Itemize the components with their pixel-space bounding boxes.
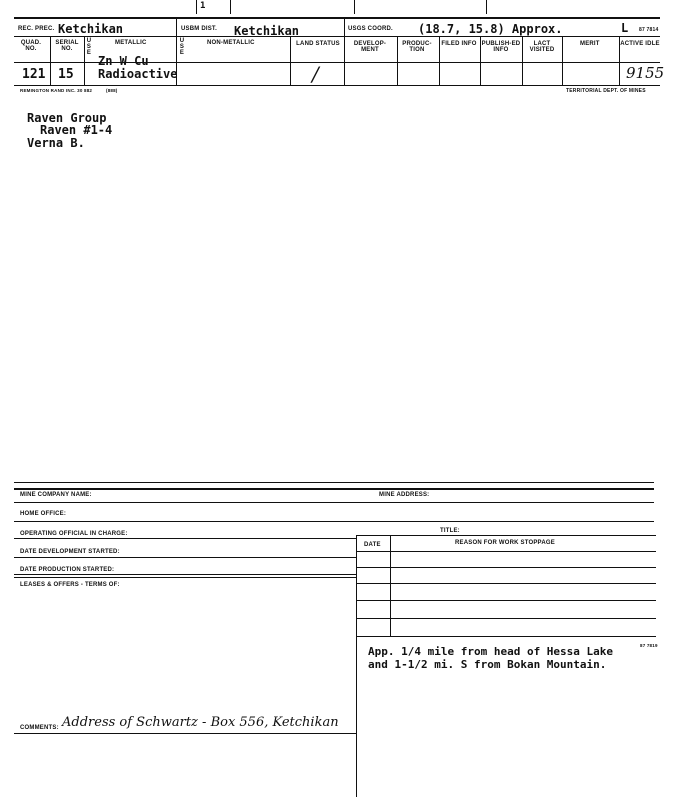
active-idle-mark: 9155 [626,64,665,82]
land-status-mark: / [312,62,319,86]
mine-company-name-label: MINE COMPANY NAME: [20,492,92,498]
corner-mark: L [621,21,629,35]
tab-mark [486,0,487,14]
stoppage-row-rule [356,618,656,619]
header-top-rule [14,17,660,19]
serial-number: 15 [58,67,74,82]
name-line-2: Raven #1-4 [40,123,113,137]
usgs-coord-value: (18.7, 15.8) Approx. [418,22,563,36]
left-column-divider [356,535,357,797]
stoppage-top-rule [356,535,656,536]
col-production: PRODUC-TION [402,41,432,53]
printer-code-1: 882 [84,88,93,93]
mine-address-label: MINE ADDRESS: [379,492,430,498]
mine-company-rule [14,482,654,483]
tab-digit: 1 [200,1,206,11]
col-filed-info: FILED INFO [441,41,477,47]
production-rule-2 [14,577,356,578]
date-development-started-label: DATE DEVELOPMENT STARTED: [20,549,120,555]
department-name: TERRITORIAL DEPT. OF MINES [566,88,646,94]
tab-mark [354,0,355,14]
leases-offers-label: LEASES & OFFERS - TERMS OF: [20,582,120,588]
production-rule [14,574,356,575]
reason-work-stoppage-label: REASON FOR WORK STOPPAGE [455,540,555,546]
col-quad-no: QUAD. NO. [20,40,42,52]
usgs-coord-label: USGS COORD. [348,26,393,32]
col-use-2: U S E [179,38,185,56]
header-divider [344,17,345,85]
usbm-dist-value: Ketchikan [234,24,300,38]
tab-mark [196,0,197,14]
quad-number: 121 [22,67,46,82]
col-land-status: LAND STATUS [296,41,340,47]
date-column-label: DATE [364,542,381,548]
comments-value: Address of Schwartz - Box 556, Ketchikan [62,715,339,730]
stoppage-row-rule [356,600,656,601]
col-divider [562,36,563,85]
location-note-line-1: App. 1/4 mile from head of Hessa Lake [368,645,614,658]
rec-prec-label: REC. PREC. [18,26,55,32]
title-label: TITLE: [440,528,460,534]
metallic-radioactive: Radioactive [98,67,178,81]
operating-official-rule [14,521,654,522]
rec-prec-value: Ketchikan [58,22,124,36]
printer-credit: REMINGTON RAND INC. 30 [20,88,83,93]
mine-company-rule-2 [14,488,654,490]
home-office-rule [14,502,654,503]
tab-mark [230,0,231,14]
stoppage-row-rule [356,567,656,568]
record-bottom-rule [14,85,660,86]
official-bottom-rule [14,538,356,539]
usbm-dist-label: USBM DIST. [181,26,218,32]
col-published-info: PUBLISH-ED INFO [481,41,521,53]
comments-rule [14,733,356,734]
metallic-minerals: Zn W Cu [98,54,149,68]
date-column-divider [390,535,391,637]
col-use-1: U S E [86,38,92,56]
home-office-label: HOME OFFICE: [20,511,67,517]
stoppage-header-rule [356,551,656,552]
operating-official-label: OPERATING OFFICIAL IN CHARGE: [20,531,128,537]
col-divider [84,36,85,85]
form-number: 87 7814 [639,27,659,33]
name-line-1: Raven Group [27,111,107,125]
development-rule [14,557,356,558]
col-non-metallic: NON-METALLIC [207,40,255,46]
location-form-number: 87 7819 [640,643,658,648]
col-divider [290,36,291,85]
col-metallic: METALLIC [115,40,147,46]
location-note-line-2: and 1-1/2 mi. S from Bokan Mountain. [368,658,607,671]
date-production-started-label: DATE PRODUCTION STARTED: [20,567,115,573]
col-last-visited: LACT VISITED [529,41,555,53]
col-merit: MERIT [580,41,600,47]
col-active-idle: ACTIVE IDLE [620,41,660,47]
comments-label: COMMENTS: [20,725,59,731]
stoppage-row-rule [356,636,656,637]
header-bottom-rule [14,36,660,37]
name-line-3: Verna B. [27,136,85,150]
stoppage-row-rule [356,583,656,584]
col-serial-no: SERIAL NO. [55,40,79,52]
col-development: DEVELOP-MENT [353,41,387,53]
printer-code-2: (888) [106,88,118,93]
